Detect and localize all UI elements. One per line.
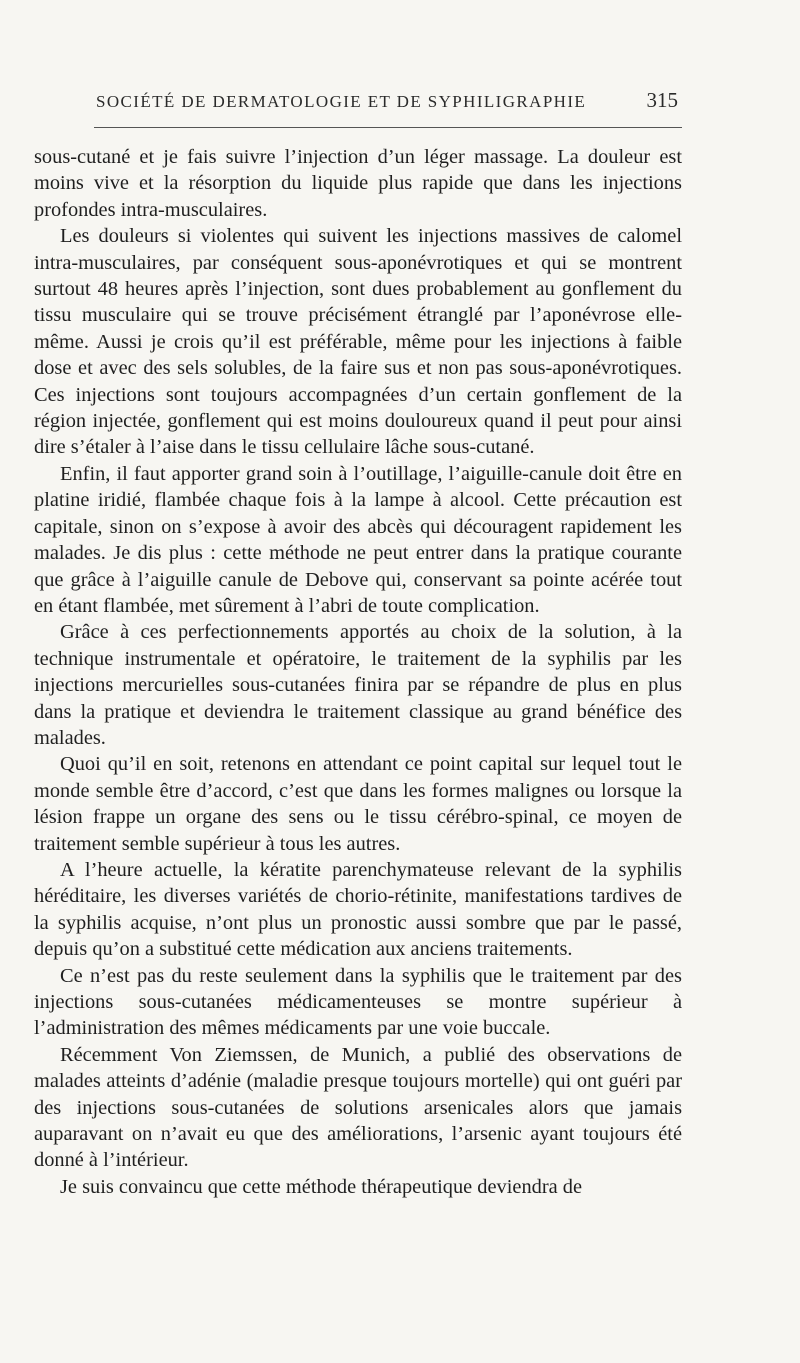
paragraph: Récemment Von Ziemssen, de Munich, a publié des observations de malades atteints d’adénie (maladie presque toujours mortelle) qui ont guéri par des injections sous-cutanées de solutions arsenicales alors que jamais auparavant on n’avait eu que des améliorations, l’arsenic ayant toujours été donné à l’intérieur.	[34, 1043, 682, 1172]
page-number: 315	[646, 88, 678, 112]
running-title: SOCIÉTÉ DE DERMATOLOGIE ET DE SYPHILIGRAPHIE	[96, 92, 587, 111]
paragraph: Je suis convaincu que cette méthode thérapeutique deviendra de	[60, 1175, 583, 1198]
paragraph: A l’heure actuelle, la kératite parenchymateuse relevant de la syphilis héréditaire, les diverses variétés de chorio-rétinite, manifestations tardives de la syphilis acquise, n’ont plus un pronostic aussi sombre que par le passé, depuis qu’on a substitué cette médication aux anciens traitements.	[34, 858, 682, 961]
header-rule	[94, 127, 682, 128]
paragraph: Les douleurs si violentes qui suivent les injections massives de calomel intra-musculaires, par conséquent sous-aponévrotiques et qui se montrent surtout 48 heures après l’injection, sont dues probablement au gonflement du tissu musculaire qui se trouve précisément étranglé par l’aponévrose elle-même. Aussi je crois qu’il est préférable, même pour les injections à faible dose et avec des sels solubles, de la faire sus et non pas sous-aponévrotiques. Ces injections sont toujours accompagnées d’un certain gonflement de la région injectée, gonflement qui est moins douloureux quand il peut pour ainsi dire s’étaler à l’aise dans le tissu cellulaire lâche sous-cutané.	[34, 225, 682, 459]
paragraph-continued: sous-cutané et je fais suivre l’injection d’un léger massage. La douleur est moins vive et la résorption du liquide plus rapide que dans les injections profondes intra-musculaires.	[34, 146, 682, 221]
paragraph: Enfin, il faut apporter grand soin à l’outillage, l’aiguille-canule doit être en platine iridié, flambée chaque fois à la lampe à alcool. Cette précaution est capitale, sinon on s’expose à avoir des abcès qui découragent rapidement les malades. Je dis plus : cette méthode ne peut entrer dans la pratique courante que grâce à l’aiguille canule de Debove qui, conservant sa pointe acérée tout en étant flambée, met sûrement à l’abri de toute complication.	[34, 462, 682, 617]
paragraph: Ce n’est pas du reste seulement dans la syphilis que le traitement par des injections sous-cutanées médicamenteuses se montre supérieur à l’administration des mêmes médicaments par une voie buccale.	[34, 964, 682, 1040]
paragraph: Grâce à ces perfectionnements apportés au choix de la solution, à la technique instrumentale et opératoire, le traitement de la syphilis par les injections mercurielles sous-cutanées finira par se répandre de plus en plus dans la pratique et deviendra le traitement classique au grand bénéfice des malades.	[34, 621, 682, 749]
body-text	[34, 144, 682, 1200]
running-head	[34, 88, 682, 118]
paragraph: Quoi qu’il en soit, retenons en attendant ce point capital sur lequel tout le monde semble être d’accord, c’est que dans les formes malignes ou lorsque la lésion frappe un organe des sens ou le tissu cérébro-spinal, ce moyen de traitement semble supérieur à tous les autres.	[34, 753, 682, 855]
